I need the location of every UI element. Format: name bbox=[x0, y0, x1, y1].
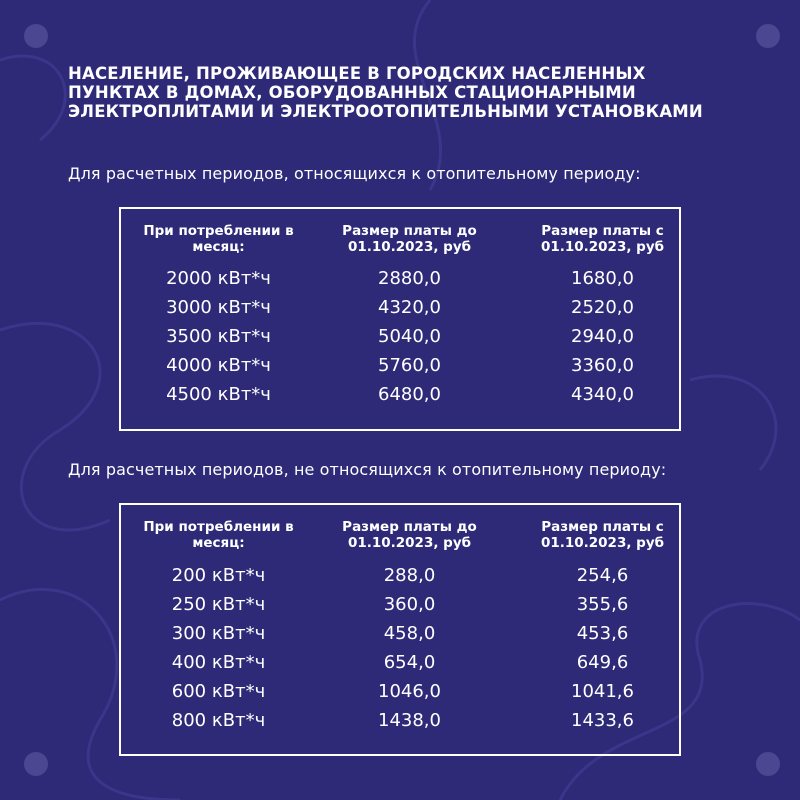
corner-dot-bottom-right bbox=[756, 752, 780, 776]
column-header-consumption: При потреблении в месяц: bbox=[143, 223, 294, 255]
cell-consumption: 2000 кВт*ч bbox=[166, 268, 271, 289]
cell-price-after: 355,6 bbox=[576, 594, 629, 615]
cell-consumption: 3500 кВт*ч bbox=[166, 326, 271, 347]
cell-price-after: 254,6 bbox=[576, 565, 629, 586]
cell-price-after: 1041,6 bbox=[571, 681, 634, 702]
cell-price-before: 1046,0 bbox=[378, 681, 441, 702]
cell-consumption: 300 кВт*ч bbox=[171, 623, 266, 644]
column-header-after: Размер платы с 01.10.2023, руб bbox=[540, 519, 665, 551]
cell-price-after: 4340,0 bbox=[571, 384, 634, 405]
cell-price-after: 3360,0 bbox=[571, 355, 634, 376]
corner-dot-bottom-left bbox=[24, 752, 48, 776]
cell-price-before: 5040,0 bbox=[378, 326, 441, 347]
column-header-after: Размер платы с 01.10.2023, руб bbox=[540, 223, 665, 255]
cell-price-before: 654,0 bbox=[383, 652, 436, 673]
section-1-subtitle: Для расчетных периодов, относящихся к отопительному периоду: bbox=[68, 164, 641, 183]
cell-price-after: 1433,6 bbox=[571, 710, 634, 731]
cell-consumption: 3000 кВт*ч bbox=[166, 297, 271, 318]
page-heading: НАСЕЛЕНИЕ, ПРОЖИВАЮЩЕЕ В ГОРОДСКИХ НАСЕЛЕННЫХ ПУНКТАХ В ДОМАХ, ОБОРУДОВАННЫХ СТАЦИОНАРНЫМИ ЭЛЕКТРОПЛИТАМИ И ЭЛЕКТРООТОПИТЕЛЬНЫМИ УСТАНОВКАМИ bbox=[68, 64, 703, 121]
cell-price-before: 6480,0 bbox=[378, 384, 441, 405]
cell-price-before: 458,0 bbox=[383, 623, 436, 644]
corner-dot-top-left bbox=[24, 24, 48, 48]
cell-price-before: 360,0 bbox=[383, 594, 436, 615]
column-header-before: Размер платы до 01.10.2023, руб bbox=[342, 519, 477, 551]
cell-consumption: 250 кВт*ч bbox=[171, 594, 266, 615]
section-2-subtitle: Для расчетных периодов, не относящихся к отопительному периоду: bbox=[68, 460, 667, 479]
cell-consumption: 4000 кВт*ч bbox=[166, 355, 271, 376]
cell-consumption: 4500 кВт*ч bbox=[166, 384, 271, 405]
tariff-table-heating bbox=[119, 207, 681, 431]
column-header-before: Размер платы до 01.10.2023, руб bbox=[342, 223, 477, 255]
cell-price-after: 1680,0 bbox=[571, 268, 634, 289]
cell-price-after: 649,6 bbox=[576, 652, 629, 673]
tariff-table-non-heating bbox=[119, 503, 681, 756]
cell-price-after: 2940,0 bbox=[571, 326, 634, 347]
corner-dot-top-right bbox=[756, 24, 780, 48]
cell-price-before: 5760,0 bbox=[378, 355, 441, 376]
cell-consumption: 200 кВт*ч bbox=[171, 565, 266, 586]
cell-price-before: 288,0 bbox=[383, 565, 436, 586]
cell-consumption: 400 кВт*ч bbox=[171, 652, 266, 673]
cell-consumption: 600 кВт*ч bbox=[171, 681, 266, 702]
cell-price-before: 1438,0 bbox=[378, 710, 441, 731]
cell-price-before: 2880,0 bbox=[378, 268, 441, 289]
cell-consumption: 800 кВт*ч bbox=[171, 710, 266, 731]
column-header-consumption: При потреблении в месяц: bbox=[143, 519, 294, 551]
cell-price-after: 453,6 bbox=[576, 623, 629, 644]
cell-price-before: 4320,0 bbox=[378, 297, 441, 318]
cell-price-after: 2520,0 bbox=[571, 297, 634, 318]
